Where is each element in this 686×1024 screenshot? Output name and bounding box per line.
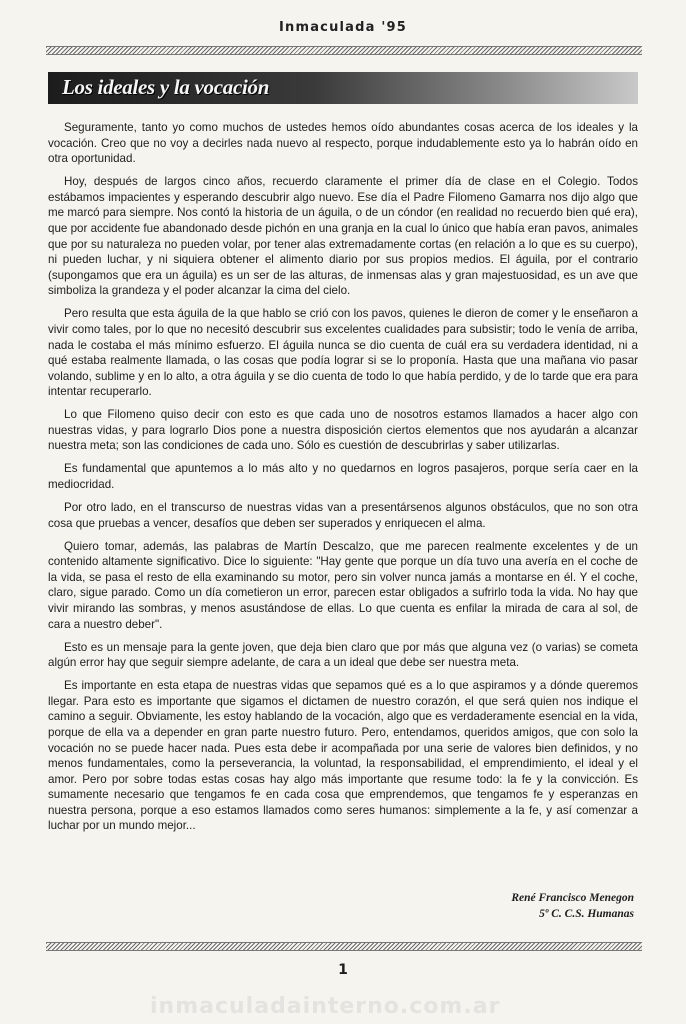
author-signature <box>511 890 634 922</box>
website-watermark: inmaculadainterno.com.ar <box>150 994 501 1019</box>
article-body <box>48 120 638 841</box>
paragraph: Quiero tomar, además, las palabras de Martín Descalzo, que me parecen realmente excelentes y de un contenido altamente significativo. Dice lo siguiente: "Hay gente que porque un día tuvo una avería en el coche de la vida, se pasa el resto de ella examinando su motor, pero sin volver nunca jamás a montarse en él. Y el coche, claro, sigue parado. Como un día cometieron un error, parecen estar obligados a sufrirlo toda la vida. No hay que vivir mirando las sombras, y menos asustándose de ellas. Lo que cuenta es enfilar la mirada de cara al sol, de cara a nuestro deber". <box>48 539 638 631</box>
paragraph: Es importante en esta etapa de nuestras vidas que sepamos qué es a lo que aspiramos y a dónde queremos llegar. Para esto es importante que sigamos el dictamen de nuestro corazón, el que será quien nos indique el camino a seguir. Obviamente, les estoy hablando de la vocación, algo que es verdaderamente esencial en la vida, porque de ella va a depender en gran parte nuestro futuro. Pero, entendamos, queridos amigos, que con solo la vocación no se puede hacer nada. Pues esta debe ir acompañada por una serie de valores bien definidos, y no menos fundamentales, como la perseverancia, la voluntad, la responsabilidad, el emprendimiento, el ideal y el amor. Pero por sobre todas estas cosas hay algo más importante que resume todo: la fe y la convicción. Es sumamente necesario que tengamos fe en cada cosa que emprendemos, que tengamos fe y esperanzas en nuestra persona, porque a eso estamos llamados como seres humanos: simplemente a la fe, y así comenzar a luchar por un mundo mejor... <box>48 679 638 833</box>
paragraph: Pero resulta que esta águila de la que hablo se crió con los pavos, quienes le dieron de comer y le enseñaron a vivir como tales, por lo que no necesitó descubrir sus excelentes cualidades para subsistir; todo le venía de arriba, nada le costaba el más mínimo esfuerzo. El águila nunca se dio cuenta de cuál era su verdadera identidad, ni a qué estaba realmente llamada, o las cosas que podía lograr si se lo proponía. Hasta que una mañana vio pasar volando, sublime y en lo alto, a otra águila y se dio cuenta de todo lo que había perdido, y de lo tarde que era para intentar recuperarlo. <box>48 307 638 399</box>
paragraph: Esto es un mensaje para la gente joven, que deja bien claro que por más que alguna vez (o varias) se cometa algún error hay que seguir siempre adelante, de cara a un ideal que debe ser nuestra meta. <box>48 640 638 670</box>
paragraph: Es fundamental que apuntemos a lo más alto y no quedarnos en logros pasajeros, porque sería caer en la mediocridad. <box>48 462 638 492</box>
paragraph: Lo que Filomeno quiso decir con esto es que cada uno de nosotros estamos llamados a hacer algo con nuestras vidas, y para lograrlo Dios pone a nuestra disposición ciertos elementos que nos ayudarán a alcanzar nuestra meta; son las condiciones de cada uno. Sólo es cuestión de descubrirlas y saber utilizarlas. <box>48 408 638 453</box>
bottom-divider <box>46 942 642 951</box>
top-divider <box>46 46 642 55</box>
paragraph: Seguramente, tanto yo como muchos de ustedes hemos oído abundantes cosas acerca de los ideales y la vocación. Creo que no voy a decirles nada nuevo al respecto, porque indudablemente esto ya lo habrán oído en otra oportunidad. <box>48 121 638 166</box>
paragraph: Hoy, después de largos cinco años, recuerdo claramente el primer día de clase en el Colegio. Todos estábamos impacientes y esperando descubrir algo nuevo. Ese día el Padre Filomeno Gamarra nos dijo algo que me marcó para siempre. Nos contó la historia de un águila, o de un cóndor (en realidad no recuerdo bien qué era), que por accidente fue abandonado desde pichón en una granja en la cual lo único que había eran pavos, animales que por su naturaleza no pueden volar, por tener alas extremadamente cortas (en relación a lo que es su cuerpo), ni pueden luchar, y ni siquiera obtener el alimento diario por sus propios medios. El águila, por el contrario (supongamos que era un águila) es un ser de las alturas, de inmensas alas y gran majestuosidad, es un ave que simboliza la grandeza y el poder alcanzar la cima del cielo. <box>48 175 638 298</box>
paragraph: Por otro lado, en el transcurso de nuestras vidas van a presentársenos algunos obstáculos, que no son otra cosa que pruebas a vencer, desafíos que deben ser superados y enriquecen el alma. <box>48 501 638 530</box>
magazine-header-title: Inmaculada '95 <box>278 20 408 35</box>
article-title-bar <box>48 72 638 104</box>
page-number: 1 <box>338 962 348 978</box>
author-class: 5º C. C.S. Humanas <box>539 908 634 920</box>
author-name: René Francisco Menegon <box>511 892 634 904</box>
article-title: Los ideales y la vocación <box>62 75 270 99</box>
